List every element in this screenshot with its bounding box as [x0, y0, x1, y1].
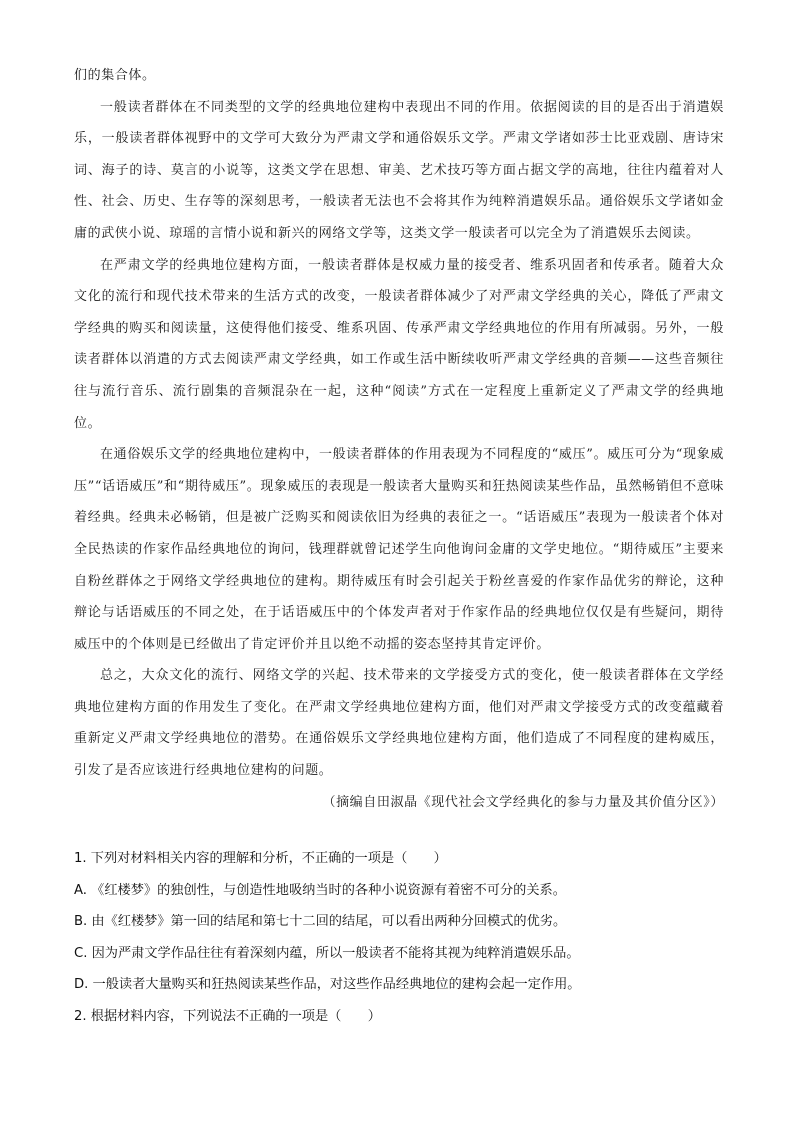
passage-paragraph-4: 总之，大众文化的流行、网络文学的兴起、技术带来的文学接受方式的变化，使一般读者群体在文学经典地位建构方面的作用发生了变化。在严肃文学经典地位建构方面，他们对严肃文学接受方式的改变蕴藏着重新定义严肃文学经典地位的潜势。在通俗娱乐文学经典地位建构方面，他们造成了不同程度的建构威压，引发了是否应该进行经典地位建构的问题。: [74, 668, 724, 779]
passage-paragraph-3: 在通俗娱乐文学的经典地位建构中，一般读者群体的作用表现为不同程度的“威压”。威压可分为“现象威压”“话语威压”和“期待威压”。现象威压的表现是一般读者大量购买和狂热阅读某些作品，虽然畅销但不意味着经典。经典未必畅销，但是被广泛购买和阅读依旧为经典的表征之一。“话语威压”表现为一般读者个体对全民热读的作家作品经典地位的询问，钱理群就曾记述学生向他询问金庸的文学史地位。“期待威压”主要来自粉丝群体之于网络文学经典地位的建构。期待威压有时会引起关于粉丝喜爱的作家作品优劣的辩论，这种辩论与话语威压的不同之处，在于话语威压中的个体发声者对于作家作品的经典地位仅仅是有些疑问，期待威压中的个体则是已经做出了肯定评价并且以绝不动摇的姿态坚持其肯定评价。: [74, 447, 724, 652]
question-section: [74, 843, 724, 1032]
question-1-option-b: B. 由《红楼梦》第一回的结尾和第七十二回的结尾，可以看出两种分回模式的优劣。: [74, 914, 567, 929]
passage-paragraph-2: 在严肃文学的经典地位建构方面，一般读者群体是权威力量的接受者、维系巩固者和传承者。随着大众文化的流行和现代技术带来的生活方式的改变，一般读者群体减少了对严肃文学经典的关心，降低了严肃文学经典的购买和阅读量，这使得他们接受、维系巩固、传承严肃文学经典地位的作用有所减弱。另外，一般读者群体以消遣的方式去阅读严肃文学经典，如工作或生活中断续收听严肃文学经典的音频——这些音频往往与流行音乐、流行剧集的音频混杂在一起，这种“阅读”方式在一定程度上重新定义了严肃文学的经典地位。: [74, 257, 724, 431]
passage-paragraph-1: 一般读者群体在不同类型的文学的经典地位建构中表现出不同的作用。依据阅读的目的是否出于消遣娱乐，一般读者群体视野中的文学可大致分为严肃文学和通俗娱乐文学。严肃文学诸如莎士比亚戏剧、唐诗宋词、海子的诗、莫言的小说等，这类文学在思想、审美、艺术技巧等方面占据文学的高地，往往内蕴着对人性、社会、历史、生存等的深刻思考，一般读者无法也不会将其作为纯粹消遣娱乐品。通俗娱乐文学诸如金庸的武侠小说、琼瑶的言情小说和新兴的网络文学等，这类文学一般读者可以完全为了消遣娱乐去阅读。: [74, 99, 724, 241]
question-2-stem: 2. 根据材料内容，下列说法不正确的一项是（ ）: [74, 1008, 381, 1024]
passage-source-citation: （摘编自田淑晶《现代社会文学经典化的参与力量及其价值分区》）: [322, 794, 724, 810]
reading-passage: [74, 60, 724, 818]
question-1-option-c: C. 因为严肃文学作品往往有着深刻内蕴，所以一般读者不能将其视为纯粹消遣娱乐品。: [74, 945, 580, 961]
question-1-option-a: A. 《红楼梦》的独创性，与创造性地吸纳当时的各种小说资源有着密不可分的关系。: [74, 882, 566, 898]
passage-paragraph-0: 们的集合体。: [74, 68, 156, 83]
question-1-option-d: D. 一般读者大量购买和狂热阅读某些作品，对这些作品经典地位的建构会起一定作用。: [74, 977, 581, 992]
question-1-stem: 1. 下列对材料相关内容的理解和分析，不正确的一项是（ ）: [74, 851, 447, 866]
